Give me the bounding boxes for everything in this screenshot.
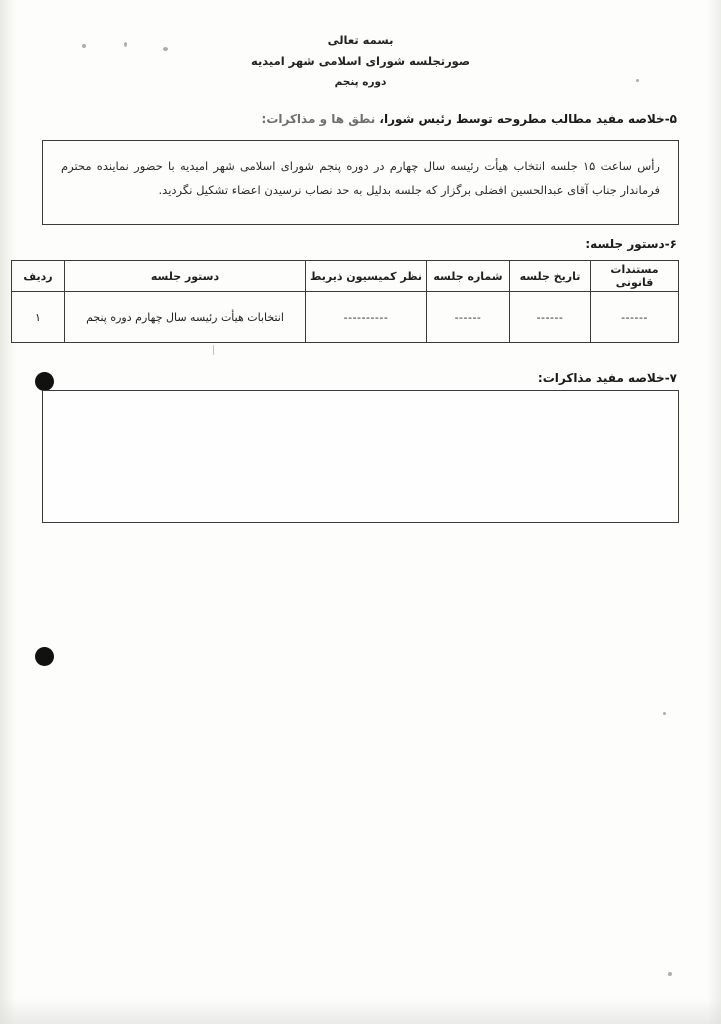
agenda-table: [11, 260, 679, 343]
cell-dastoor: انتخابات هیأت رئیسه سال چهارم دوره پنجم: [65, 292, 306, 343]
section-7-number: ۷-: [664, 371, 677, 385]
header-title: صورتجلسه شورای اسلامی شهر امیدیه: [250, 54, 471, 69]
cell-mostanadat: ------: [591, 292, 679, 343]
stray-mark: [213, 345, 214, 355]
scan-speck: [663, 712, 666, 715]
column-header-radif: ردیف: [12, 261, 65, 292]
section-7-heading: [538, 371, 677, 385]
column-header-dastoor: دستور جلسه: [65, 261, 306, 292]
section-6-title: دستور جلسه:: [585, 237, 665, 251]
cell-nazar: ----------: [306, 292, 427, 343]
column-header-tarikh: تاریخ جلسه: [510, 261, 591, 292]
section-7-notes-box: [42, 390, 679, 523]
section-5-title-rest: نطق ها و مذاکرات:: [261, 112, 380, 126]
header-bismillah: بسمه تعالی: [327, 33, 394, 47]
section-7-title: خلاصه مفید مذاکرات:: [537, 371, 665, 385]
section-5-body-text: رأس ساعت ۱۵ جلسه انتخاب هیأت رئیسه سال چهارم در دوره پنجم شورای اسلامی شهر امیدیه با حضور نماینده محترم فرماندار جناب آقای عبدالحسین افضلی برگزار که جلسه بدلیل به حد نصاب نرسیدن اعضاء تشکیل نگردید.: [61, 159, 660, 197]
section-5-title: خلاصه مفید مطالب مطروحه توسط رئیس شورا،: [379, 112, 665, 126]
scan-edge-bottom: [0, 998, 721, 1024]
table-row: [12, 292, 679, 343]
header-term: دوره پنجم: [334, 75, 387, 88]
scan-edge-left: [0, 0, 16, 1024]
punch-hole: [35, 372, 54, 391]
cell-tarikh: ------: [510, 292, 591, 343]
document-header: [0, 30, 721, 92]
section-6-heading: [585, 237, 677, 251]
scan-edge-right: [707, 0, 721, 1024]
section-5-number: ۵-: [664, 112, 677, 126]
table-header-row: [12, 261, 679, 292]
punch-hole: [35, 647, 54, 666]
scan-speck: [668, 972, 672, 976]
cell-shomare: ------: [427, 292, 510, 343]
column-header-nazar: نظر کمیسیون ذیربط: [306, 261, 427, 292]
section-5-heading: [262, 112, 677, 126]
column-header-mostanadat: مستندات قانونی: [591, 261, 679, 292]
column-header-shomare: شماره جلسه: [427, 261, 510, 292]
section-5-body-box: [42, 140, 679, 225]
section-6-number: ۶-: [664, 237, 677, 251]
section-7-body-text: [43, 391, 678, 411]
cell-radif: ۱: [12, 292, 65, 343]
